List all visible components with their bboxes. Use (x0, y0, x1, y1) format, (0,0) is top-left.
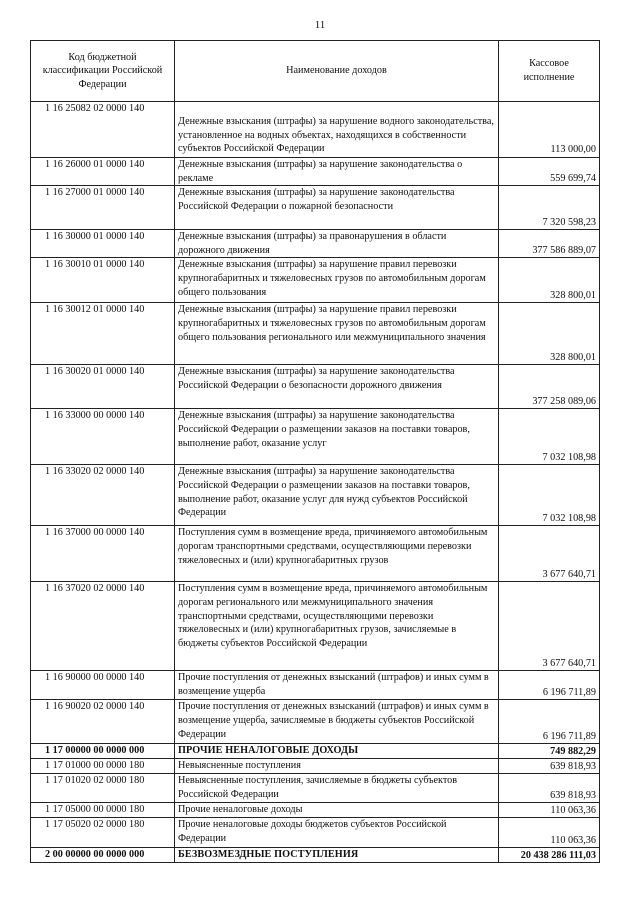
cash-execution-cell: 7 032 108,98 (499, 465, 600, 526)
classification-code-cell: 2 00 00000 00 0000 000 (31, 848, 175, 863)
classification-code-cell: 1 16 90000 00 0000 140 (31, 671, 175, 700)
table-row (31, 365, 600, 409)
revenue-name-cell: Денежные взыскания (штрафы) за нарушение законодательства Российской Федерации о размещении заказов на поставки товаров, выполнение работ, оказание услуг (175, 409, 499, 465)
classification-code-cell: 1 16 33000 00 0000 140 (31, 409, 175, 465)
classification-code-cell: 1 17 01020 02 0000 180 (31, 774, 175, 803)
classification-code-cell: 1 16 30012 01 0000 140 (31, 303, 175, 365)
cash-execution-cell: 328 800,01 (499, 258, 600, 303)
classification-code-cell: 1 16 26000 01 0000 140 (31, 158, 175, 186)
cash-execution-cell: 3 677 640,71 (499, 582, 600, 671)
revenue-name-cell: БЕЗВОЗМЕЗДНЫЕ ПОСТУПЛЕНИЯ (175, 848, 499, 863)
cash-execution-cell: 377 586 889,07 (499, 230, 600, 258)
table-row (31, 818, 600, 848)
table-row (31, 803, 600, 818)
classification-code-cell: 1 16 30020 01 0000 140 (31, 365, 175, 409)
table-row (31, 409, 600, 465)
revenue-name-cell: Прочие неналоговые доходы бюджетов субъектов Российской Федерации (175, 818, 499, 848)
table-row (31, 230, 600, 258)
revenue-name-cell: Денежные взыскания (штрафы) за нарушение законодательства о рекламе (175, 158, 499, 186)
classification-code-cell: 1 17 05000 00 0000 180 (31, 803, 175, 818)
revenue-name-cell: Денежные взыскания (штрафы) за нарушение правил перевозки крупногабаритных и тяжеловесных грузов по автомобильным дорогам общего пользования (175, 258, 499, 303)
cash-execution-cell: 6 196 711,89 (499, 700, 600, 744)
cash-execution-cell: 3 677 640,71 (499, 526, 600, 582)
revenue-name-cell: Невыясненные поступления, зачисляемые в бюджеты субъектов Российской Федерации (175, 774, 499, 803)
classification-code-cell: 1 16 33020 02 0000 140 (31, 465, 175, 526)
classification-code-cell: 1 16 37000 00 0000 140 (31, 526, 175, 582)
revenue-name-cell: Поступления сумм в возмещение вреда, причиняемого автомобильным дорогам транспортными средствами, осуществляющими перевозки тяжеловесных и (или) крупногабаритных грузов (175, 526, 499, 582)
revenue-name-cell: Денежные взыскания (штрафы) за нарушение законодательства Российской Федерации о безопасности дорожного движения (175, 365, 499, 409)
classification-code-cell: 1 17 05020 02 0000 180 (31, 818, 175, 848)
classification-code-cell: 1 16 30010 01 0000 140 (31, 258, 175, 303)
cash-execution-cell: 113 000,00 (499, 102, 600, 158)
header-code: Код бюджетной классификации Российской Федерации (31, 41, 175, 102)
cash-execution-cell: 639 818,93 (499, 774, 600, 803)
revenue-name-cell: Прочие поступления от денежных взысканий (штрафов) и иных сумм в возмещение ущерба, зачисляемые в бюджеты субъектов Российской Федерации (175, 700, 499, 744)
cash-execution-cell: 110 063,36 (499, 803, 600, 818)
table-body (31, 102, 600, 863)
revenue-name-cell: Денежные взыскания (штрафы) за нарушение водного законодательства, установленное на водных объектах, находящихся в собственности субъектов Российской Федерации (175, 102, 499, 158)
table-row (31, 258, 600, 303)
revenue-name-cell: Прочие неналоговые доходы (175, 803, 499, 818)
revenue-name-cell: Невыясненные поступления (175, 759, 499, 774)
revenue-name-cell: Поступления сумм в возмещение вреда, причиняемого автомобильным дорогам регионального или межмуниципального значения транспортными средствами, осуществляющими перевозки тяжеловесных и (или) крупногабаритных грузов, зачисляемые в бюджеты субъектов Российской Федерации (175, 582, 499, 671)
table-row (31, 671, 600, 700)
classification-code-cell: 1 16 30000 01 0000 140 (31, 230, 175, 258)
cash-execution-cell: 639 818,93 (499, 759, 600, 774)
table-row (31, 465, 600, 526)
cash-execution-cell: 20 438 286 111,03 (499, 848, 600, 863)
cash-execution-cell: 110 063,36 (499, 818, 600, 848)
cash-execution-cell: 6 196 711,89 (499, 671, 600, 700)
cash-execution-cell: 7 320 598,23 (499, 186, 600, 230)
cash-execution-cell: 749 882,29 (499, 744, 600, 759)
table-row (31, 774, 600, 803)
revenue-name-cell: Прочие поступления от денежных взысканий (штрафов) и иных сумм в возмещение ущерба (175, 671, 499, 700)
classification-code-cell: 1 17 00000 00 0000 000 (31, 744, 175, 759)
header-name: Наименование доходов (175, 41, 499, 102)
table-row (31, 158, 600, 186)
table-row (31, 582, 600, 671)
table-row (31, 526, 600, 582)
cash-execution-cell: 559 699,74 (499, 158, 600, 186)
table-row (31, 744, 600, 759)
header-amount: Кассовое исполнение (499, 41, 600, 102)
table-row (31, 303, 600, 365)
classification-code-cell: 1 17 01000 00 0000 180 (31, 759, 175, 774)
table-row (31, 102, 600, 158)
page-number: 11 (314, 19, 326, 31)
table-row (31, 848, 600, 863)
cash-execution-cell: 328 800,01 (499, 303, 600, 365)
revenue-name-cell: Денежные взыскания (штрафы) за нарушение правил перевозки крупногабаритных и тяжеловесных грузов по автомобильным дорогам общего пользования регионального или межмуниципального значения (175, 303, 499, 365)
revenue-name-cell: ПРОЧИЕ НЕНАЛОГОВЫЕ ДОХОДЫ (175, 744, 499, 759)
classification-code-cell: 1 16 25082 02 0000 140 (31, 102, 175, 158)
revenue-name-cell: Денежные взыскания (штрафы) за нарушение законодательства Российской Федерации о пожарной безопасности (175, 186, 499, 230)
table-row (31, 759, 600, 774)
classification-code-cell: 1 16 90020 02 0000 140 (31, 700, 175, 744)
revenue-name-cell: Денежные взыскания (штрафы) за нарушение законодательства Российской Федерации о размещении заказов на поставки товаров, выполнение работ, оказание услуг для нужд субъектов Российской Федерации (175, 465, 499, 526)
classification-code-cell: 1 16 27000 01 0000 140 (31, 186, 175, 230)
classification-code-cell: 1 16 37020 02 0000 140 (31, 582, 175, 671)
table-header-row (31, 41, 600, 102)
revenue-table (30, 40, 600, 863)
revenue-name-cell: Денежные взыскания (штрафы) за правонарушения в области дорожного движения (175, 230, 499, 258)
cash-execution-cell: 7 032 108,98 (499, 409, 600, 465)
table-row (31, 186, 600, 230)
table-row (31, 700, 600, 744)
cash-execution-cell: 377 258 089,06 (499, 365, 600, 409)
